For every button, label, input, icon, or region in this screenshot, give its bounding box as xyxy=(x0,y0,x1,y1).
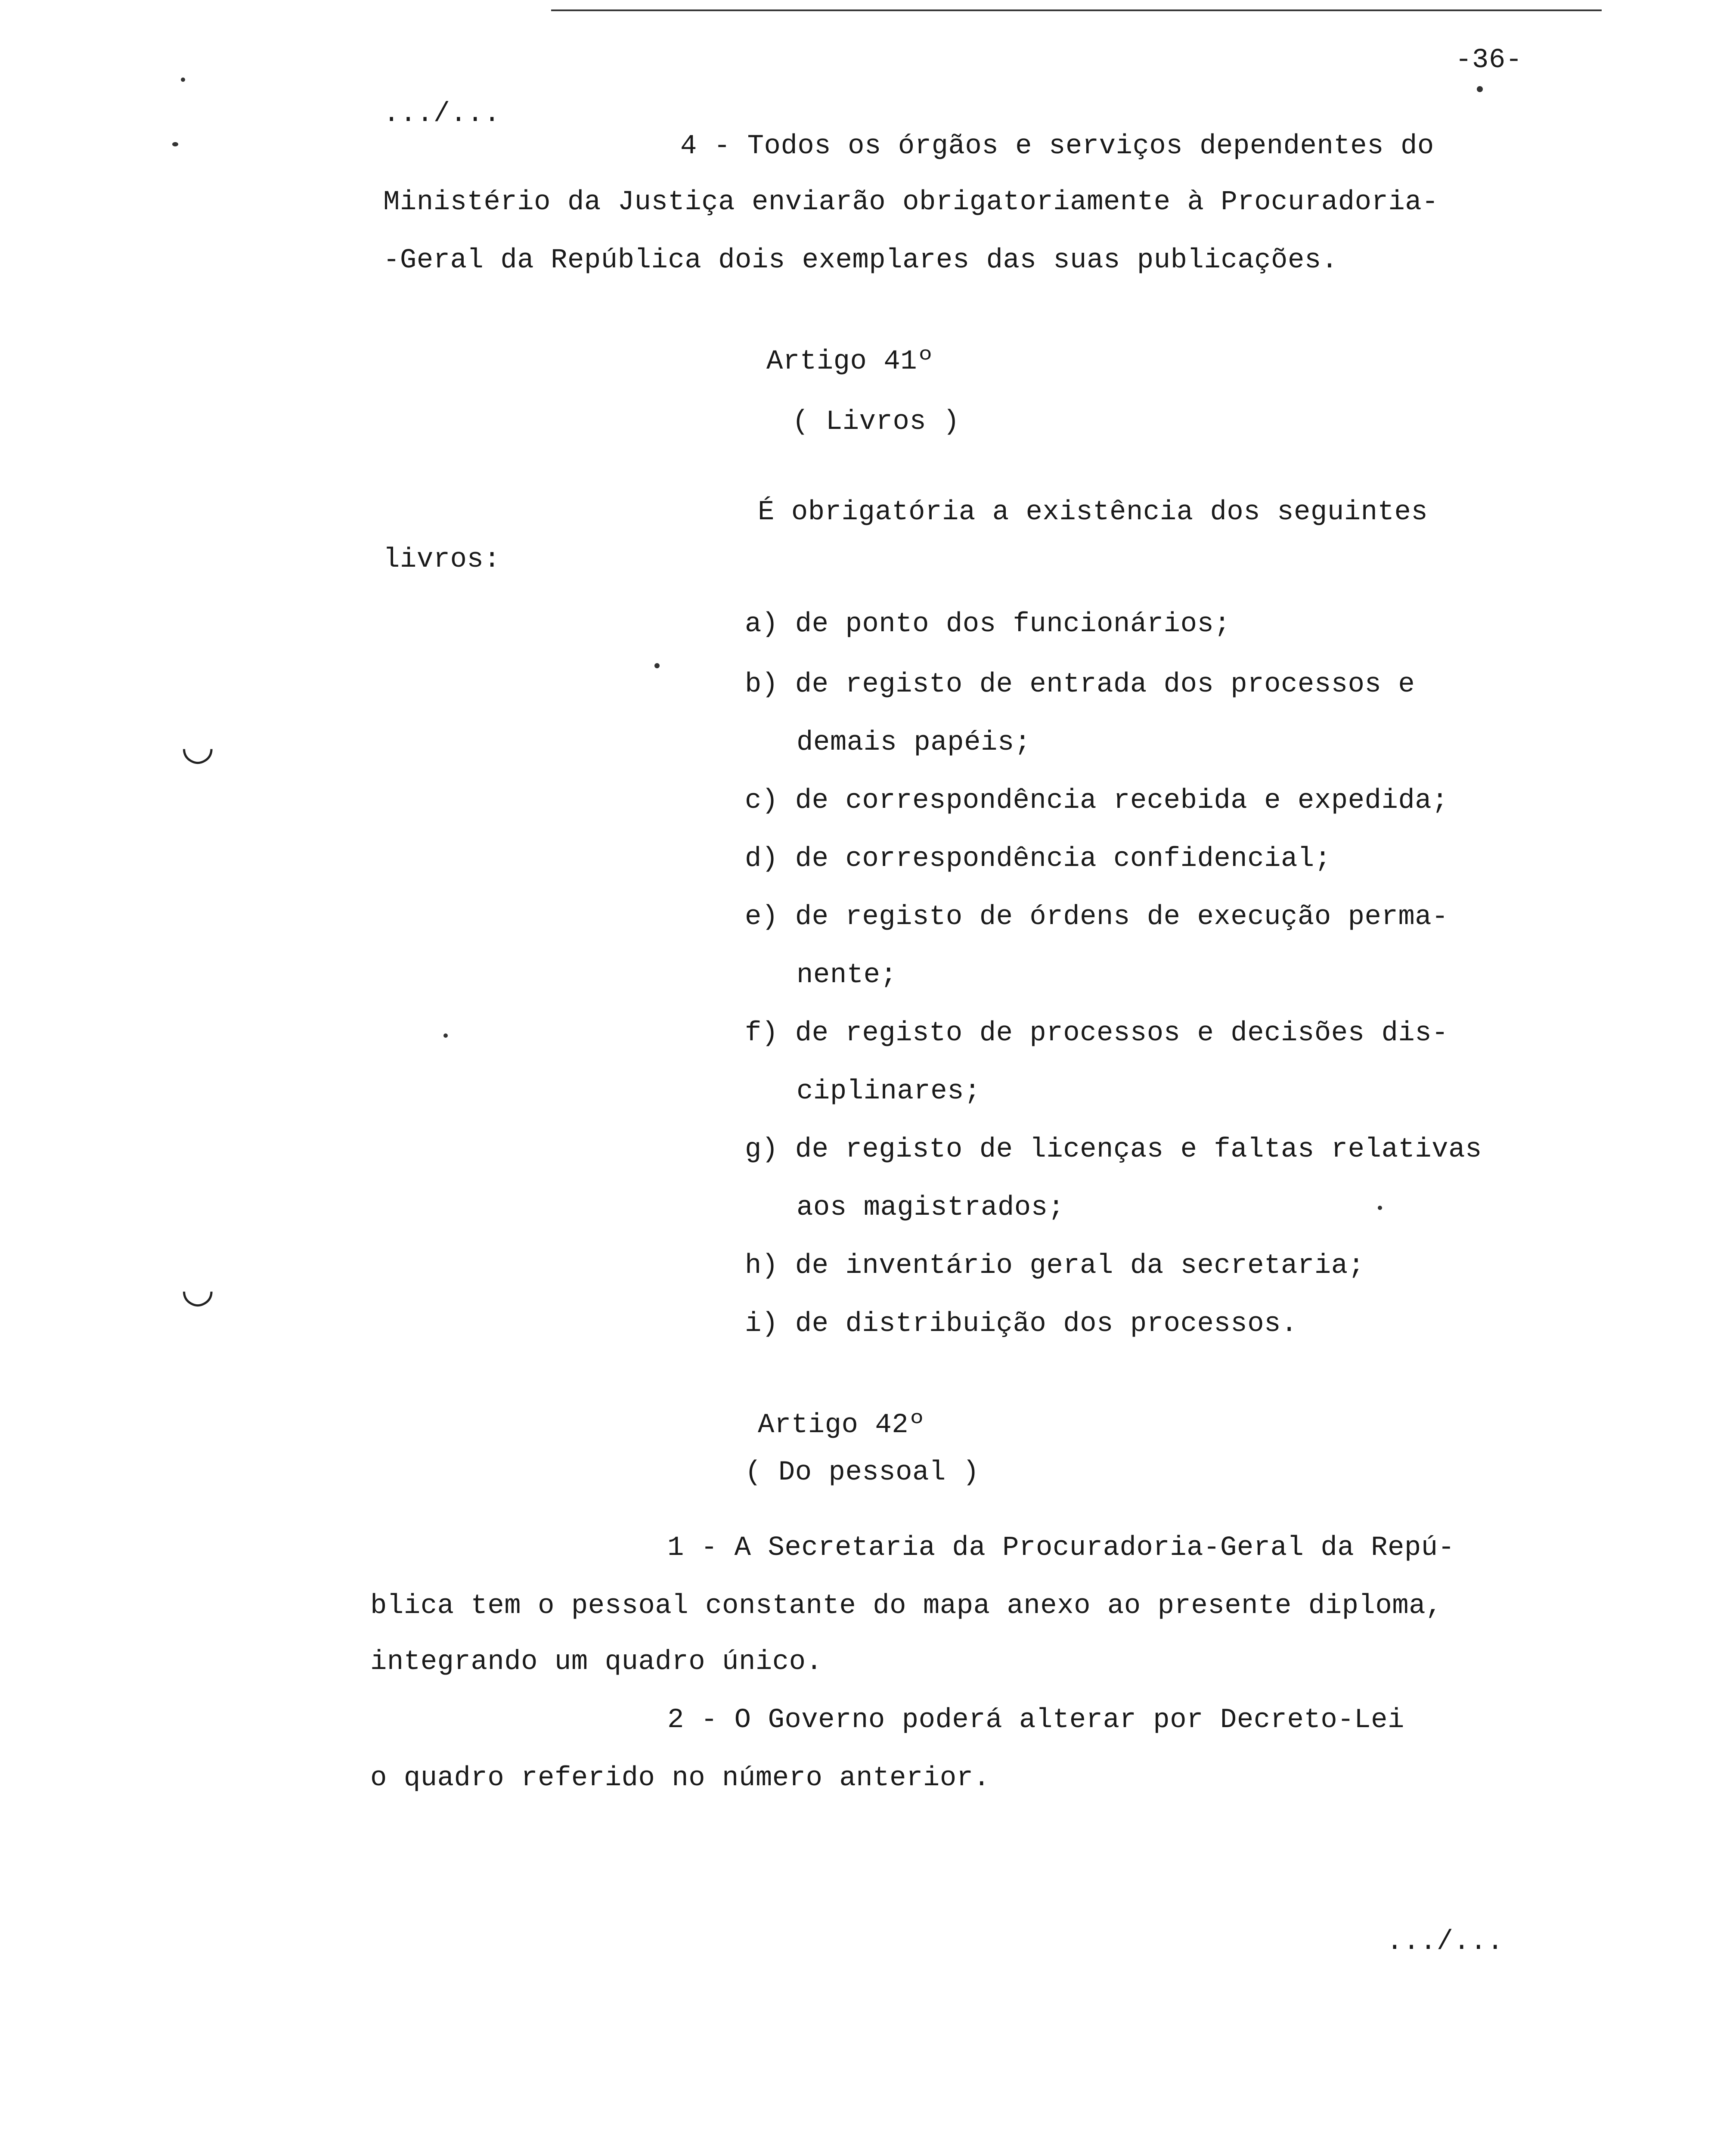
list-item: i) de distribuição dos processos. xyxy=(745,1309,1298,1340)
para-2-line1: 2 - O Governo poderá alterar por Decreto-Lei xyxy=(667,1705,1404,1736)
scan-speck xyxy=(181,78,185,82)
article-41-subtitle: ( Livros ) xyxy=(792,406,960,437)
scan-speck xyxy=(654,663,660,668)
continuation-bottom: .../... xyxy=(1386,1927,1504,1958)
top-rule xyxy=(551,9,1602,11)
scan-speck xyxy=(172,142,178,146)
article-42-subtitle: ( Do pessoal ) xyxy=(745,1457,980,1488)
list-item: f) de registo de processos e decisões dis- xyxy=(745,1018,1449,1049)
list-item: a) de ponto dos funcionários; xyxy=(745,609,1231,640)
para-1-line2: blica tem o pessoal constante do mapa anexo ao presente diploma, xyxy=(370,1591,1442,1622)
para-4-line1: 4 - Todos os órgãos e serviços dependentes do xyxy=(680,131,1434,162)
list-item: aos magistrados; xyxy=(797,1192,1065,1223)
para-4-line2: Ministério da Justiça enviarão obrigatoriamente à Procuradoria- xyxy=(383,187,1439,218)
article-41-title: Artigo 41º xyxy=(766,346,934,377)
article-42-title: Artigo 42º xyxy=(758,1410,926,1441)
binding-mark: ◡ xyxy=(181,723,215,769)
para-1-line3: integrando um quadro único. xyxy=(370,1647,823,1678)
list-item: c) de correspondência recebida e expedida; xyxy=(745,785,1449,816)
para-4-line3: -Geral da República dois exemplares das suas publicações. xyxy=(383,245,1338,276)
list-item: g) de registo de licenças e faltas relativas xyxy=(745,1134,1482,1165)
article-41-intro-line2: livros: xyxy=(383,544,501,575)
list-item: nente; xyxy=(797,960,897,991)
binding-mark: ◡ xyxy=(181,1266,215,1311)
para-2-line2: o quadro referido no número anterior. xyxy=(370,1763,990,1794)
list-item: h) de inventário geral da secretaria; xyxy=(745,1250,1365,1281)
scan-speck xyxy=(1378,1206,1382,1210)
list-item: demais papéis; xyxy=(797,727,1031,758)
list-item: b) de registo de entrada dos processos e xyxy=(745,669,1415,700)
list-item: ciplinares; xyxy=(797,1076,981,1107)
scan-speck xyxy=(443,1033,448,1038)
scan-speck xyxy=(1477,86,1483,92)
list-item: e) de registo de órdens de execução perma- xyxy=(745,902,1449,933)
para-1-line1: 1 - A Secretaria da Procuradoria-Geral da Repú- xyxy=(667,1533,1455,1564)
continuation-top: .../... xyxy=(383,99,501,130)
article-41-intro-line1: É obrigatória a existência dos seguintes xyxy=(758,497,1428,528)
page-number: -36- xyxy=(1455,45,1522,76)
list-item: d) de correspondência confidencial; xyxy=(745,844,1331,875)
